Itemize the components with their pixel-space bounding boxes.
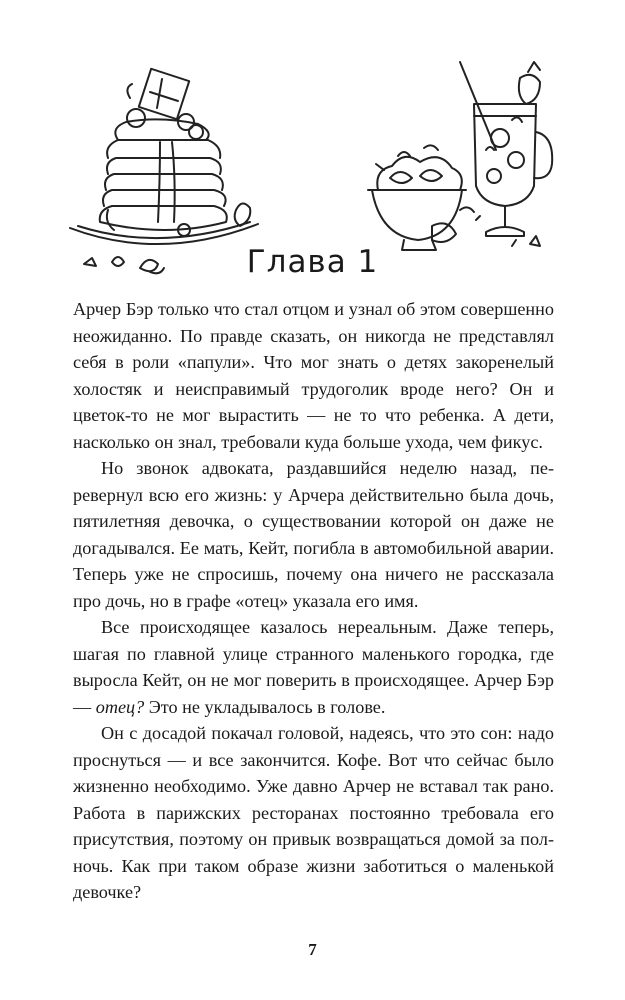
lemonade-glass-drawing [460,62,552,236]
paragraph-4: Он с досадой покачал головой, надеясь, что это сон: надо проснуться — и все закончится. Кофе. Вот что сейчас было жизненно необходимо. Уже давно Арчер не вставал так рано. Работа в парижских ресторанах постоянно требовала его присутствия, поэтому он привык возвращаться домой за полночь. Как при таком образе жизни заботиться о маленькой девочке? [73,723,554,902]
pancake-stack-drawing [70,69,258,274]
paragraph-3: Все происходящее казалось нереальным. Даже теперь, шагая по главной улице странного маленького городка, где выросла Кейт, он не мог поверить в происходящее. Арчер Бэр — отец? Это не укладывалось в голове. [73,617,554,717]
emphasized-word: отец? [95,696,145,717]
strawberry-bowl-drawing [368,145,540,250]
paragraph-1: Арчер Бэр только что стал отцом и узнал об этом совершенно неожиданно. По правде сказать, он никогда не представлял себя в роли «папули». Что мог знать о детях закоренелый холостяк и неисправимый трудоголик вроде него? Он и цветок-то не мог вырастить — не то что ребенка. А дети, насколько он знал, требовали куда больше ухода, чем фикус. [73,299,554,452]
chapter-body-text [73,296,554,906]
paragraph-2: Но звонок адвоката, раздавшийся неделю назад, перевернул всю его жизнь: у Арчера действительно была дочь, пятилетняя девочка, о существовании которой он даже не догадывался. Ее мать, Кейт, погибла в автомобильной аварии. Теперь уже не спросишь, почему она ничего не рассказала про дочь, но в графе «отец» указала его имя. [73,458,554,611]
page-number: 7 [308,940,317,959]
chapter-title: Глава 1 [246,244,379,280]
